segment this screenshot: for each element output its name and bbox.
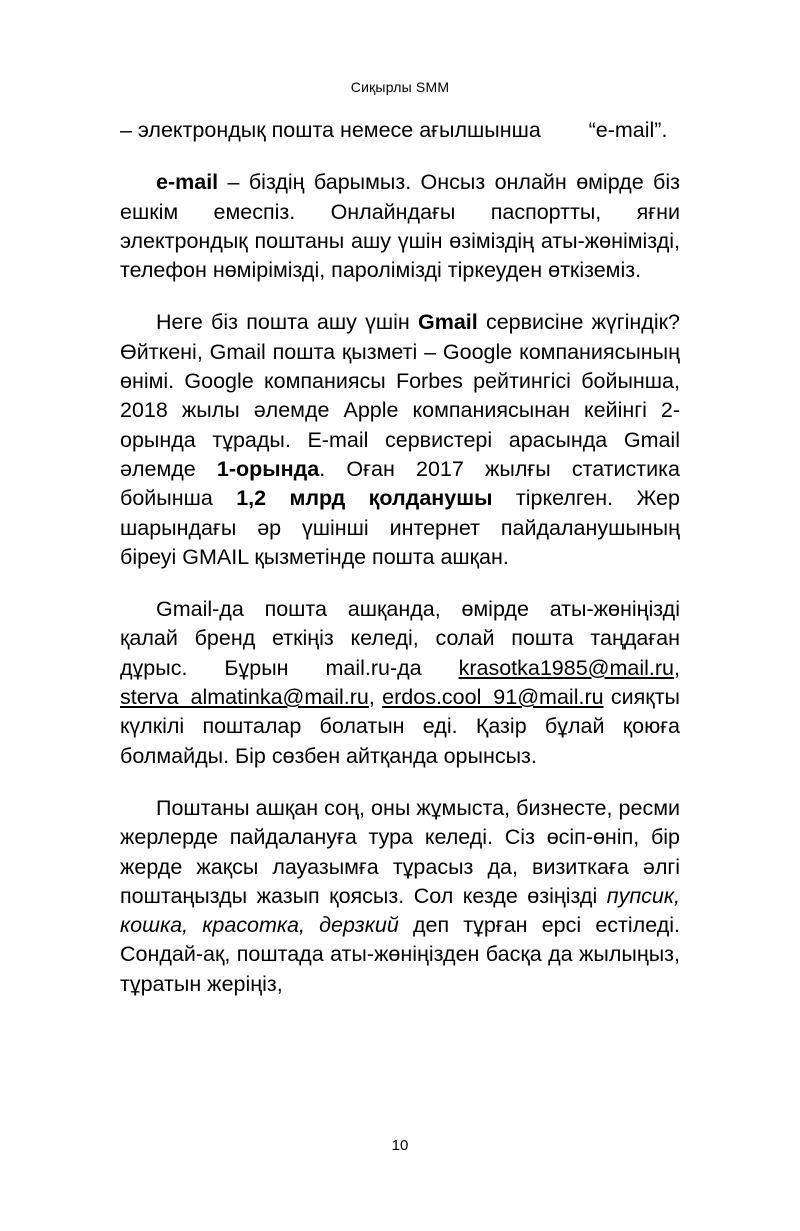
text-span: сервисіне жүгіндік? Өйткені, Gmail пошта қызметі – Google компаниясының өнімі. Google компаниясы Forbes рейтингісі бойынша, 2018 жылы әлемде Apple компаниясынан кейінгі 2-орында тұрады. E-mail сервистері арасында Gmail әлемде [120,310,680,481]
bold-term: 1,2 млрд қолданушы [236,486,493,511]
bold-term: 1-орында [216,456,320,481]
text-span: , [368,685,383,710]
italic-phrase: пупсик, кошка, красотка, дерзкий [120,883,680,938]
page-number: 10 [391,1137,409,1154]
paragraph-professional-use [120,794,680,999]
paragraph-why-gmail [120,308,680,572]
text-span: Неге біз пошта ашу үшін [156,310,418,335]
text-span: . Оған 2017 жылғы статистика бойынша [120,456,680,511]
page-body [120,116,680,999]
text-span: – біздің барымыз. Онсыз онлайн өмірде біз ешкім емеспіз. Онлайндағы паспортты, яғни электрондық поштаны ашу үшін өзіміздің аты-жөнімізді, телефон нөмірімізді, паролімізді тіркеуден өткіземіз. [120,170,680,283]
paragraph-email-intro [120,116,680,145]
paragraph-email-naming [120,595,680,771]
running-header: Сиқырлы SMM [350,79,450,95]
text-span: тіркелген. Жер шарындағы әр үшінші интернет пайдаланушының біреуі GMAIL қызметінде пошта ашқан. [120,486,680,569]
email-link[interactable]: erdos.cool_91@mail.ru [382,685,604,710]
bold-term: Gmail [417,310,478,335]
text-span: Gmail-да пошта ашқанда, өмірде аты-жөніңізді қалай бренд еткіңіз келеді, солай пошта таңдаған дұрыс. Бұрын mail.ru-да [120,597,680,680]
bold-term: e-mail [156,170,219,195]
email-link[interactable]: krasotka1985@mail.ru [458,655,675,680]
text-span: деп тұрған ерсі естіледі. Сондай-ақ, поштада аты-жөніңізден басқа да жылыңыз, тұратын жеріңіз, [120,913,680,996]
text-span: сияқты күлкілі пошталар болатын еді. Қазір бұлай қоюға болмайды. Бір сөзбен айтқанда орынсыз. [120,685,680,768]
text-span: , [674,655,680,680]
paragraph-email-definition [120,168,680,285]
email-link[interactable]: sterva_almatinka@mail.ru [120,685,369,710]
text-span: – электрондық пошта немесе ағылшынша “e-mail”. [120,118,668,142]
text-span: Поштаны ашқан соң, оны жұмыста, бизнесте, ресми жерлерде пайдалануға тура келеді. Сіз өсіп-өніп, бір жерде жақсы лауазымға тұрасыз да, визиткаға әлгі поштаңызды жазып қоясыз. Сол кезде өзіңізді [120,795,680,908]
